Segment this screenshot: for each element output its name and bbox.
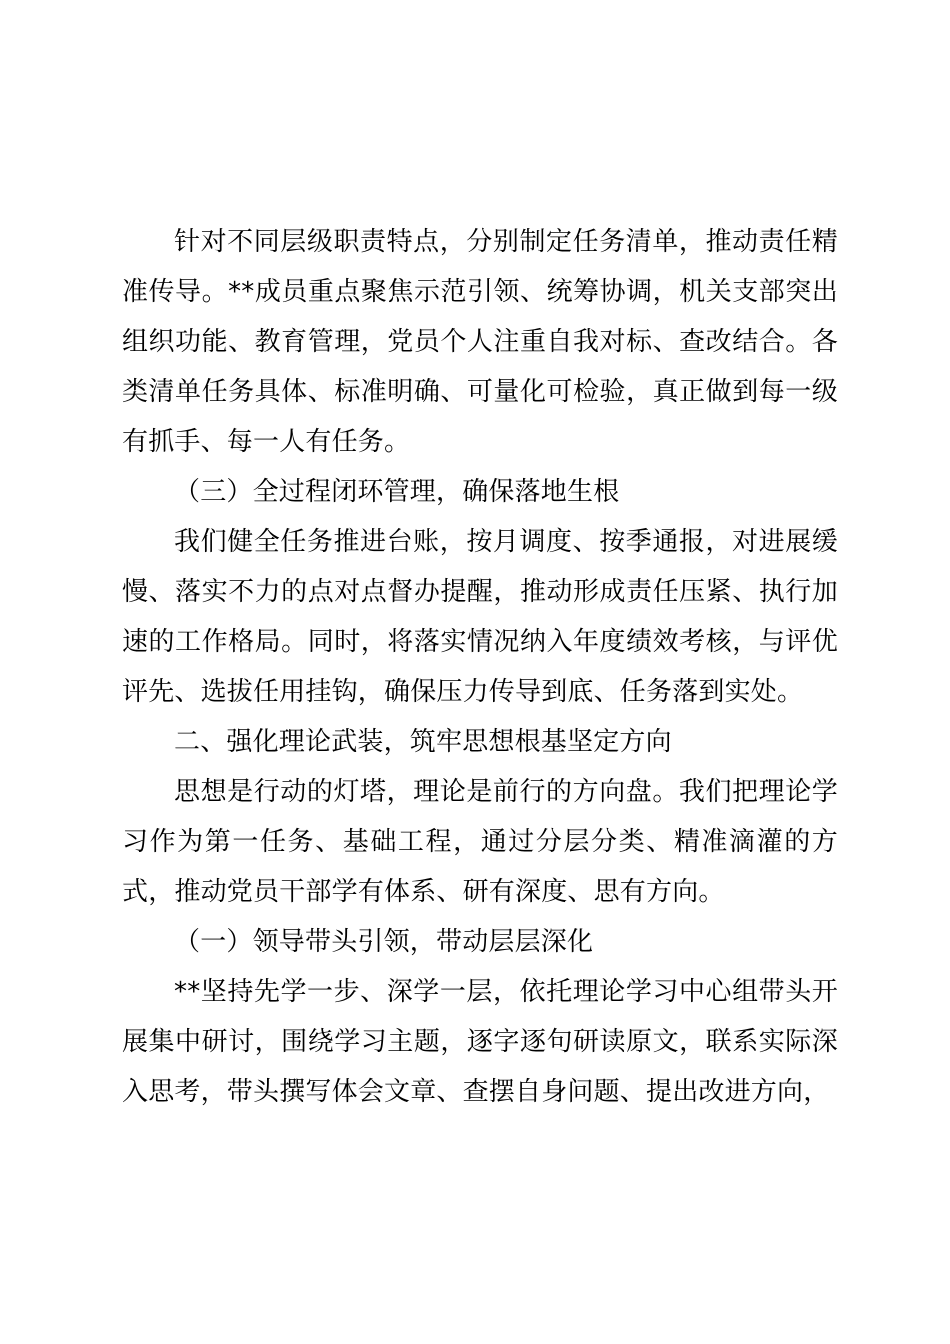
document-body [122, 217, 838, 1117]
paragraph-task-list: 针对不同层级职责特点，分别制定任务清单，推动责任精准传导。**成员重点聚焦示范引领、统筹协调，机关支部突出组织功能、教育管理，党员个人注重自我对标、查改结合。各类清单任务具体、标准明确、可量化可检验，真正做到每一级有抓手、每一人有任务。 [122, 227, 838, 457]
heading-leadership-guidance: （一）领导带头引领，带动层层深化 [174, 927, 594, 957]
heading-theory-armament: 二、强化理论武装，筑牢思想根基坚定方向 [174, 727, 672, 757]
heading-closed-loop-management: （三）全过程闭环管理，确保落地生根 [174, 477, 620, 507]
paragraph-theory-study: 思想是行动的灯塔，理论是前行的方向盘。我们把理论学习作为第一任务、基础工程，通过分层分类、精准滴灌的方式，推动党员干部学有体系、研有深度、思有方向。 [122, 777, 838, 907]
paragraph-leadership-study: **坚持先学一步、深学一层，依托理论学习中心组带头开展集中研讨，围绕学习主题，逐字逐句研读原文，联系实际深入思考，带头撰写体会文章、查摆自身问题、提出改进方向， [122, 977, 838, 1107]
paragraph-task-ledger: 我们健全任务推进台账，按月调度、按季通报，对进展缓慢、落实不力的点对点督办提醒，推动形成责任压紧、执行加速的工作格局。同时，将落实情况纳入年度绩效考核，与评优评先、选拔任用挂钩，确保压力传导到底、任务落到实处。 [122, 527, 838, 707]
